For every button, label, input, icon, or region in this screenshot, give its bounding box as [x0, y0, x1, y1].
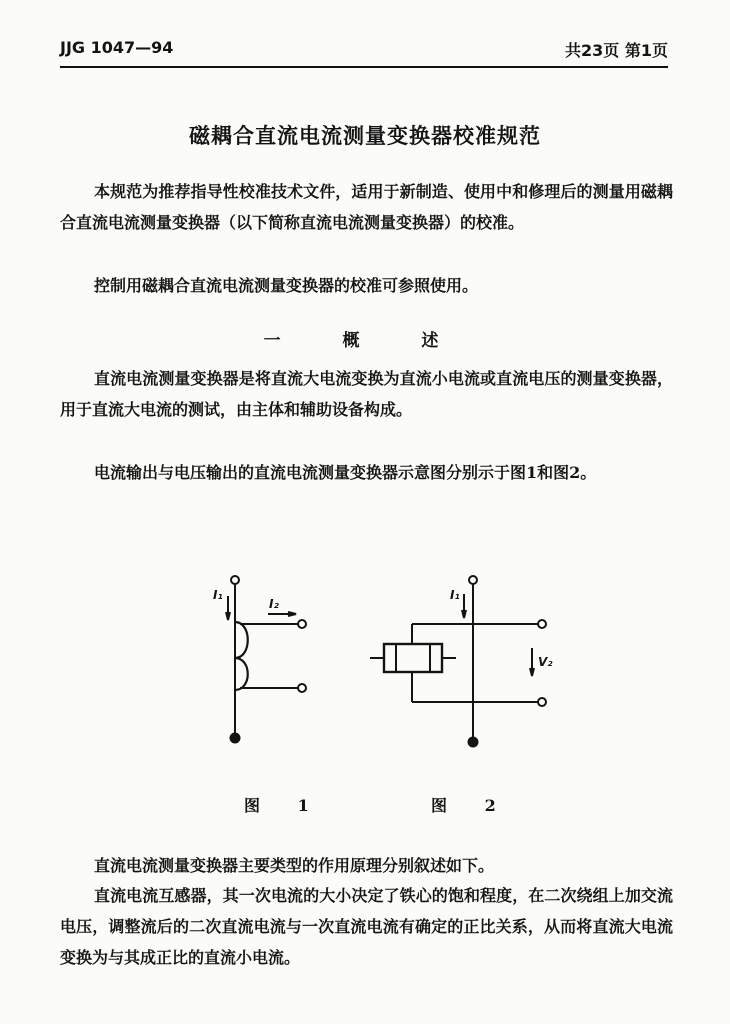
page-number: 共23页 第1页: [565, 41, 668, 60]
standard-code: JJG 1047—94: [60, 38, 174, 57]
fig2-current-i1-label: I₁: [450, 588, 460, 602]
fig1-current-i2-label: I₂: [269, 597, 279, 611]
body-paragraph-2: 直流电流互感器，其一次电流的大小决定了铁心的饱和程度，在二次绕组上加交流电压，调整流后的二次直流电流与一次直流电流有确定的正比关系，从而将直流大电流变换为与其成正比的直流小电流。: [60, 886, 673, 967]
figure-2-caption: 图 2: [431, 796, 512, 815]
section-heading-overview: 一 概 述: [263, 331, 467, 351]
fig2-voltage-v2-label: V₂: [538, 655, 553, 669]
document-title: 磁耦合直流电流测量变换器校准规范: [189, 123, 541, 148]
overview-paragraph-1: 直流电流测量变换器是将直流大电流变换为直流小电流或直流电压的测量变换器，用于直流大电流的测试，由主体和辅助设备构成。: [60, 369, 673, 419]
fig1-current-i1-label: I₁: [213, 588, 223, 602]
body-paragraph-1: 直流电流测量变换器主要类型的作用原理分别叙述如下。: [94, 856, 495, 875]
intro-paragraph-1: 本规范为推荐指导性校准技术文件，适用于新制造、使用中和修理后的测量用磁耦合直流电流测量变换器（以下简称直流电流测量变换器）的校准。: [60, 182, 673, 232]
figure-1-diagram: [226, 576, 306, 743]
figure-1-caption: 图 1: [244, 796, 325, 815]
overview-paragraph-2: 电流输出与电压输出的直流电流测量变换器示意图分别示于图1和图2。: [94, 463, 597, 482]
intro-paragraph-2: 控制用磁耦合直流电流测量变换器的校准可参照使用。: [94, 276, 479, 295]
